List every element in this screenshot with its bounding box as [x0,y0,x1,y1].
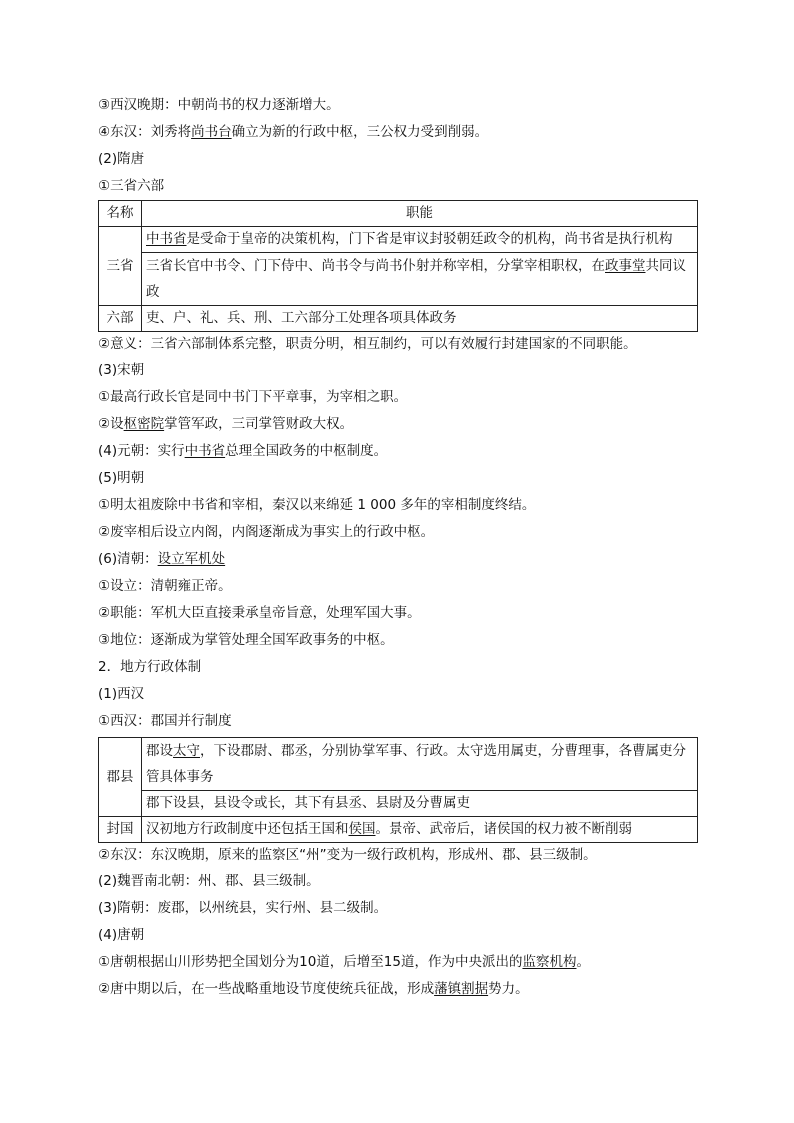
table-header-function: 职能 [142,201,698,227]
underlined-term: 藩镇割据 [434,981,489,997]
text-line: ①明太祖废除中书省和宰相，秦汉以来绵延 1 000 多年的宰相制度终结。 [98,497,536,513]
subsection-heading: ①三省六部 [98,178,165,194]
text-segment: 确立为新的行政中枢，三公权力受到削弱。 [231,124,489,140]
section-heading [98,438,698,465]
three-departments-table [98,200,698,332]
underlined-term: 中书省 [146,231,187,247]
text-segment: ，下设郡尉、郡丞，分别协掌军事、行政。太守选用属吏，分曹理事，各曹属吏分管具体事务 [146,743,686,785]
text-segment: 。景帝、武帝后，诸侯国的权力被不断削弱 [375,821,632,837]
text-line: ②废宰相后设立内阁，内阁逐渐成为事实上的行政中枢。 [98,524,435,540]
underlined-term: 太守 [173,743,200,759]
document-page [98,92,698,1003]
table-cell: 吏、户、礼、兵、刑、工六部分工处理各项具体政务 [142,306,698,332]
text-line: ②东汉：东汉晚期，原来的监察区“州”变为一级行政机构，形成州、郡、县三级制。 [98,847,597,863]
text-segment: 汉初地方行政制度中还包括王国和 [146,821,349,837]
section-heading: (4)唐朝 [98,927,145,943]
underlined-term: 中书省 [184,443,226,459]
underlined-term: 政事堂 [605,258,646,274]
underlined-term: 尚书台 [191,124,232,140]
text-segment: ②设 [98,416,124,432]
section-heading [98,546,698,573]
row-label-liubu: 六部 [99,306,142,332]
text-line: (2)魏晋南北朝：州、郡、县三级制。 [98,873,320,889]
text-segment: 是受命于皇帝的决策机构，门下省是审议封驳朝廷政令的机构，尚书省是执行机构 [186,231,673,247]
row-label-junxian: 郡县 [99,738,142,817]
text-segment: ①唐朝根据山川形势把全国划分为10道，后增至15道，作为中央派出的 [98,954,523,970]
text-line: ③西汉晚期：中朝尚书的权力逐渐增大。 [98,97,340,113]
text-line [98,119,698,146]
text-line [98,976,698,1003]
underlined-term: 设立军机处 [157,551,226,567]
text-segment: (6)清朝： [98,551,158,567]
row-label-fengguo: 封国 [99,817,142,843]
text-line: ③地位：逐渐成为掌管处理全国军政事务的中枢。 [98,632,394,648]
underlined-term: 枢密院 [123,416,165,432]
table-cell [142,253,698,306]
table-cell [142,227,698,253]
text-segment: 郡设 [146,743,173,759]
text-segment: 总理全国政务的中枢制度。 [225,443,388,459]
text-segment: ②唐中期以后，在一些战略重地设节度使统兵征战，形成 [98,981,435,997]
text-line: ②职能：军机大臣直接秉承皇帝旨意，处理军国大事。 [98,605,421,621]
subsection-heading: ①西汉：郡国并行制度 [98,713,232,729]
text-line: ①设立：清朝雍正帝。 [98,578,232,594]
underlined-term: 监察机构 [522,954,577,970]
text-line: (3)隋朝：废郡，以州统县，实行州、县二级制。 [98,900,388,916]
text-segment: 三省长官中书令、门下侍中、尚书令与尚书仆射并称宰相，分掌宰相职权，在 [146,258,605,274]
text-line [98,411,698,438]
table-cell [142,738,698,791]
text-segment: (4)元朝：实行 [98,443,185,459]
section-heading: (1)西汉 [98,686,145,702]
row-label-sansheng: 三省 [99,227,142,306]
section-heading: (5)明朝 [98,470,145,486]
underlined-term: 侯国 [348,821,376,837]
commandery-kingdom-table [98,737,698,843]
text-line: ①最高行政长官是同中书门下平章事，为宰相之职。 [98,389,408,405]
text-segment: 势力。 [488,981,529,997]
text-segment: 掌管军政，三司掌管财政大权。 [164,416,354,432]
table-cell: 郡下设县，县设令或长，其下有县丞、县尉及分曹属吏 [142,791,698,817]
table-cell [142,817,698,843]
section-heading: 2．地方行政体制 [98,659,202,675]
table-header-name: 名称 [99,201,142,227]
text-line: ②意义：三省六部制体系完整，职责分明，相互制约，可以有效履行封建国家的不同职能。 [98,336,637,352]
section-heading: (3)宋朝 [98,362,145,378]
text-segment: ④东汉：刘秀将 [98,124,192,140]
text-segment: 共同议政 [146,258,686,300]
text-line [98,949,698,976]
text-segment: 。 [576,954,590,970]
section-heading: (2)隋唐 [98,151,145,167]
